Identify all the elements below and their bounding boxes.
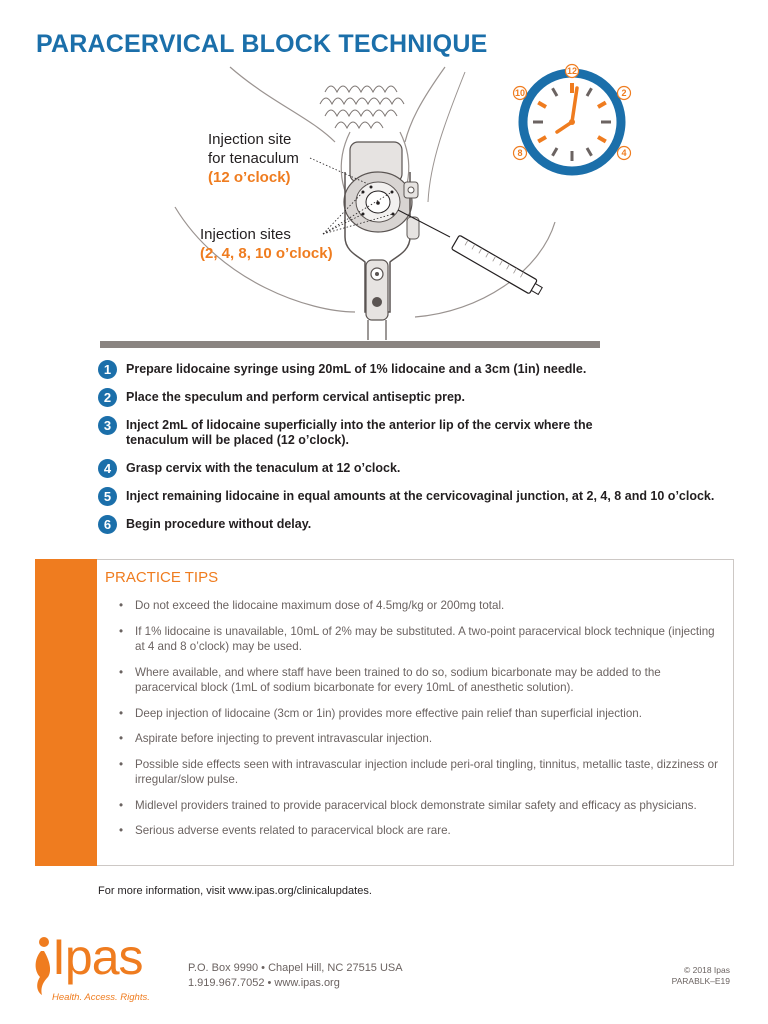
more-info-link[interactable]: For more information, visit www.ipas.org/clinicalupdates. — [98, 885, 372, 897]
tip-item: • Possible side effects seen with intravascular injection include peri-oral tingling, tinnitus, metallic taste, dizziness or irregular/slow pulse. — [117, 757, 722, 788]
steps-list — [98, 362, 738, 545]
step-number-badge: 1 — [98, 360, 117, 379]
step-item — [98, 461, 738, 476]
clock-label-12: 12 — [566, 66, 578, 76]
tip-item: • Aspirate before injecting to prevent intravascular injection. — [117, 731, 722, 747]
step-text: Grasp cervix with the tenaculum at 12 o’clock. — [126, 461, 401, 475]
logo-wordmark: Ipas — [52, 929, 143, 985]
clock-diagram — [505, 62, 640, 182]
step-number-badge: 4 — [98, 459, 117, 478]
tip-item: • Midlevel providers trained to provide paracervical block demonstrate similar safety and efficacy as physicians. — [117, 798, 722, 814]
step-number-badge: 3 — [98, 416, 117, 435]
injection-sites-label — [200, 225, 333, 263]
tenaculum-label-line1: Injection site — [208, 131, 292, 148]
logo-tagline: Health. Access. Rights. — [52, 992, 150, 1003]
section-divider — [100, 341, 600, 348]
practice-tips-box — [97, 559, 734, 866]
tenaculum-label-position: (12 o’clock) — [208, 169, 291, 186]
ipas-logo — [32, 930, 172, 1010]
address-line: P.O. Box 9990 • Chapel Hill, NC 27515 USA — [188, 962, 403, 974]
step-number-badge: 2 — [98, 388, 117, 407]
step-number-badge: 6 — [98, 515, 117, 534]
tenaculum-label-line2: for tenaculum — [208, 150, 299, 167]
clock-label-8: 8 — [517, 148, 523, 158]
document-code: PARABLK–E19 — [671, 976, 730, 986]
sites-label-line1: Injection sites — [200, 226, 291, 243]
tip-item: • Serious adverse events related to paracervical block are rare. — [117, 823, 722, 839]
step-item — [98, 362, 738, 377]
step-item — [98, 517, 738, 532]
tip-item: • If 1% lidocaine is unavailable, 10mL of 2% may be substituted. A two-point paracervical block technique (injecting at 4 and 8 o’clock) may be used. — [117, 624, 722, 655]
step-text: Inject remaining lidocaine in equal amounts at the cervicovaginal junction, at 2, 4, 8 and 10 o’clock. — [126, 489, 715, 503]
step-text: Inject 2mL of lidocaine superficially into the anterior lip of the cervix where the tenaculum will be placed (12 o’clock). — [126, 418, 593, 447]
tip-item: • Where available, and where staff have been trained to do so, sodium bicarbonate may be added to the paracervical block (1mL of sodium bicarbonate for every 10mL of anesthetic solution). — [117, 665, 722, 696]
step-text: Place the speculum and perform cervical antiseptic prep. — [126, 390, 466, 404]
clock-label-2: 2 — [621, 88, 627, 98]
tips-list — [117, 598, 722, 849]
step-item — [98, 390, 738, 405]
step-text: Begin procedure without delay. — [126, 517, 312, 531]
step-item — [98, 489, 738, 504]
copyright — [672, 965, 730, 987]
contact-line[interactable]: 1.919.967.7052 • www.ipas.org — [188, 977, 340, 989]
tip-item: • Do not exceed the lidocaine maximum dose of 4.5mg/kg or 200mg total. — [117, 598, 722, 614]
clock-label-4: 4 — [621, 148, 627, 158]
tenaculum-site-label — [208, 130, 299, 187]
step-number-badge: 5 — [98, 487, 117, 506]
clock-label-10: 10 — [514, 88, 526, 98]
clock-icon — [505, 62, 640, 182]
footer-address — [188, 961, 403, 991]
tip-item: • Deep injection of lidocaine (3cm or 1in) provides more effective pain relief than superficial injection. — [117, 706, 722, 722]
step-text: Prepare lidocaine syringe using 20mL of 1% lidocaine and a 3cm (1in) needle. — [126, 362, 587, 376]
page-title: PARACERVICAL BLOCK TECHNIQUE — [36, 30, 488, 58]
sites-label-positions: (2, 4, 8, 10 o’clock) — [200, 245, 333, 262]
tips-accent-bar — [35, 559, 97, 866]
copyright-line: © 2018 Ipas — [684, 965, 730, 975]
step-item — [98, 418, 658, 448]
tips-title: PRACTICE TIPS — [105, 569, 219, 586]
